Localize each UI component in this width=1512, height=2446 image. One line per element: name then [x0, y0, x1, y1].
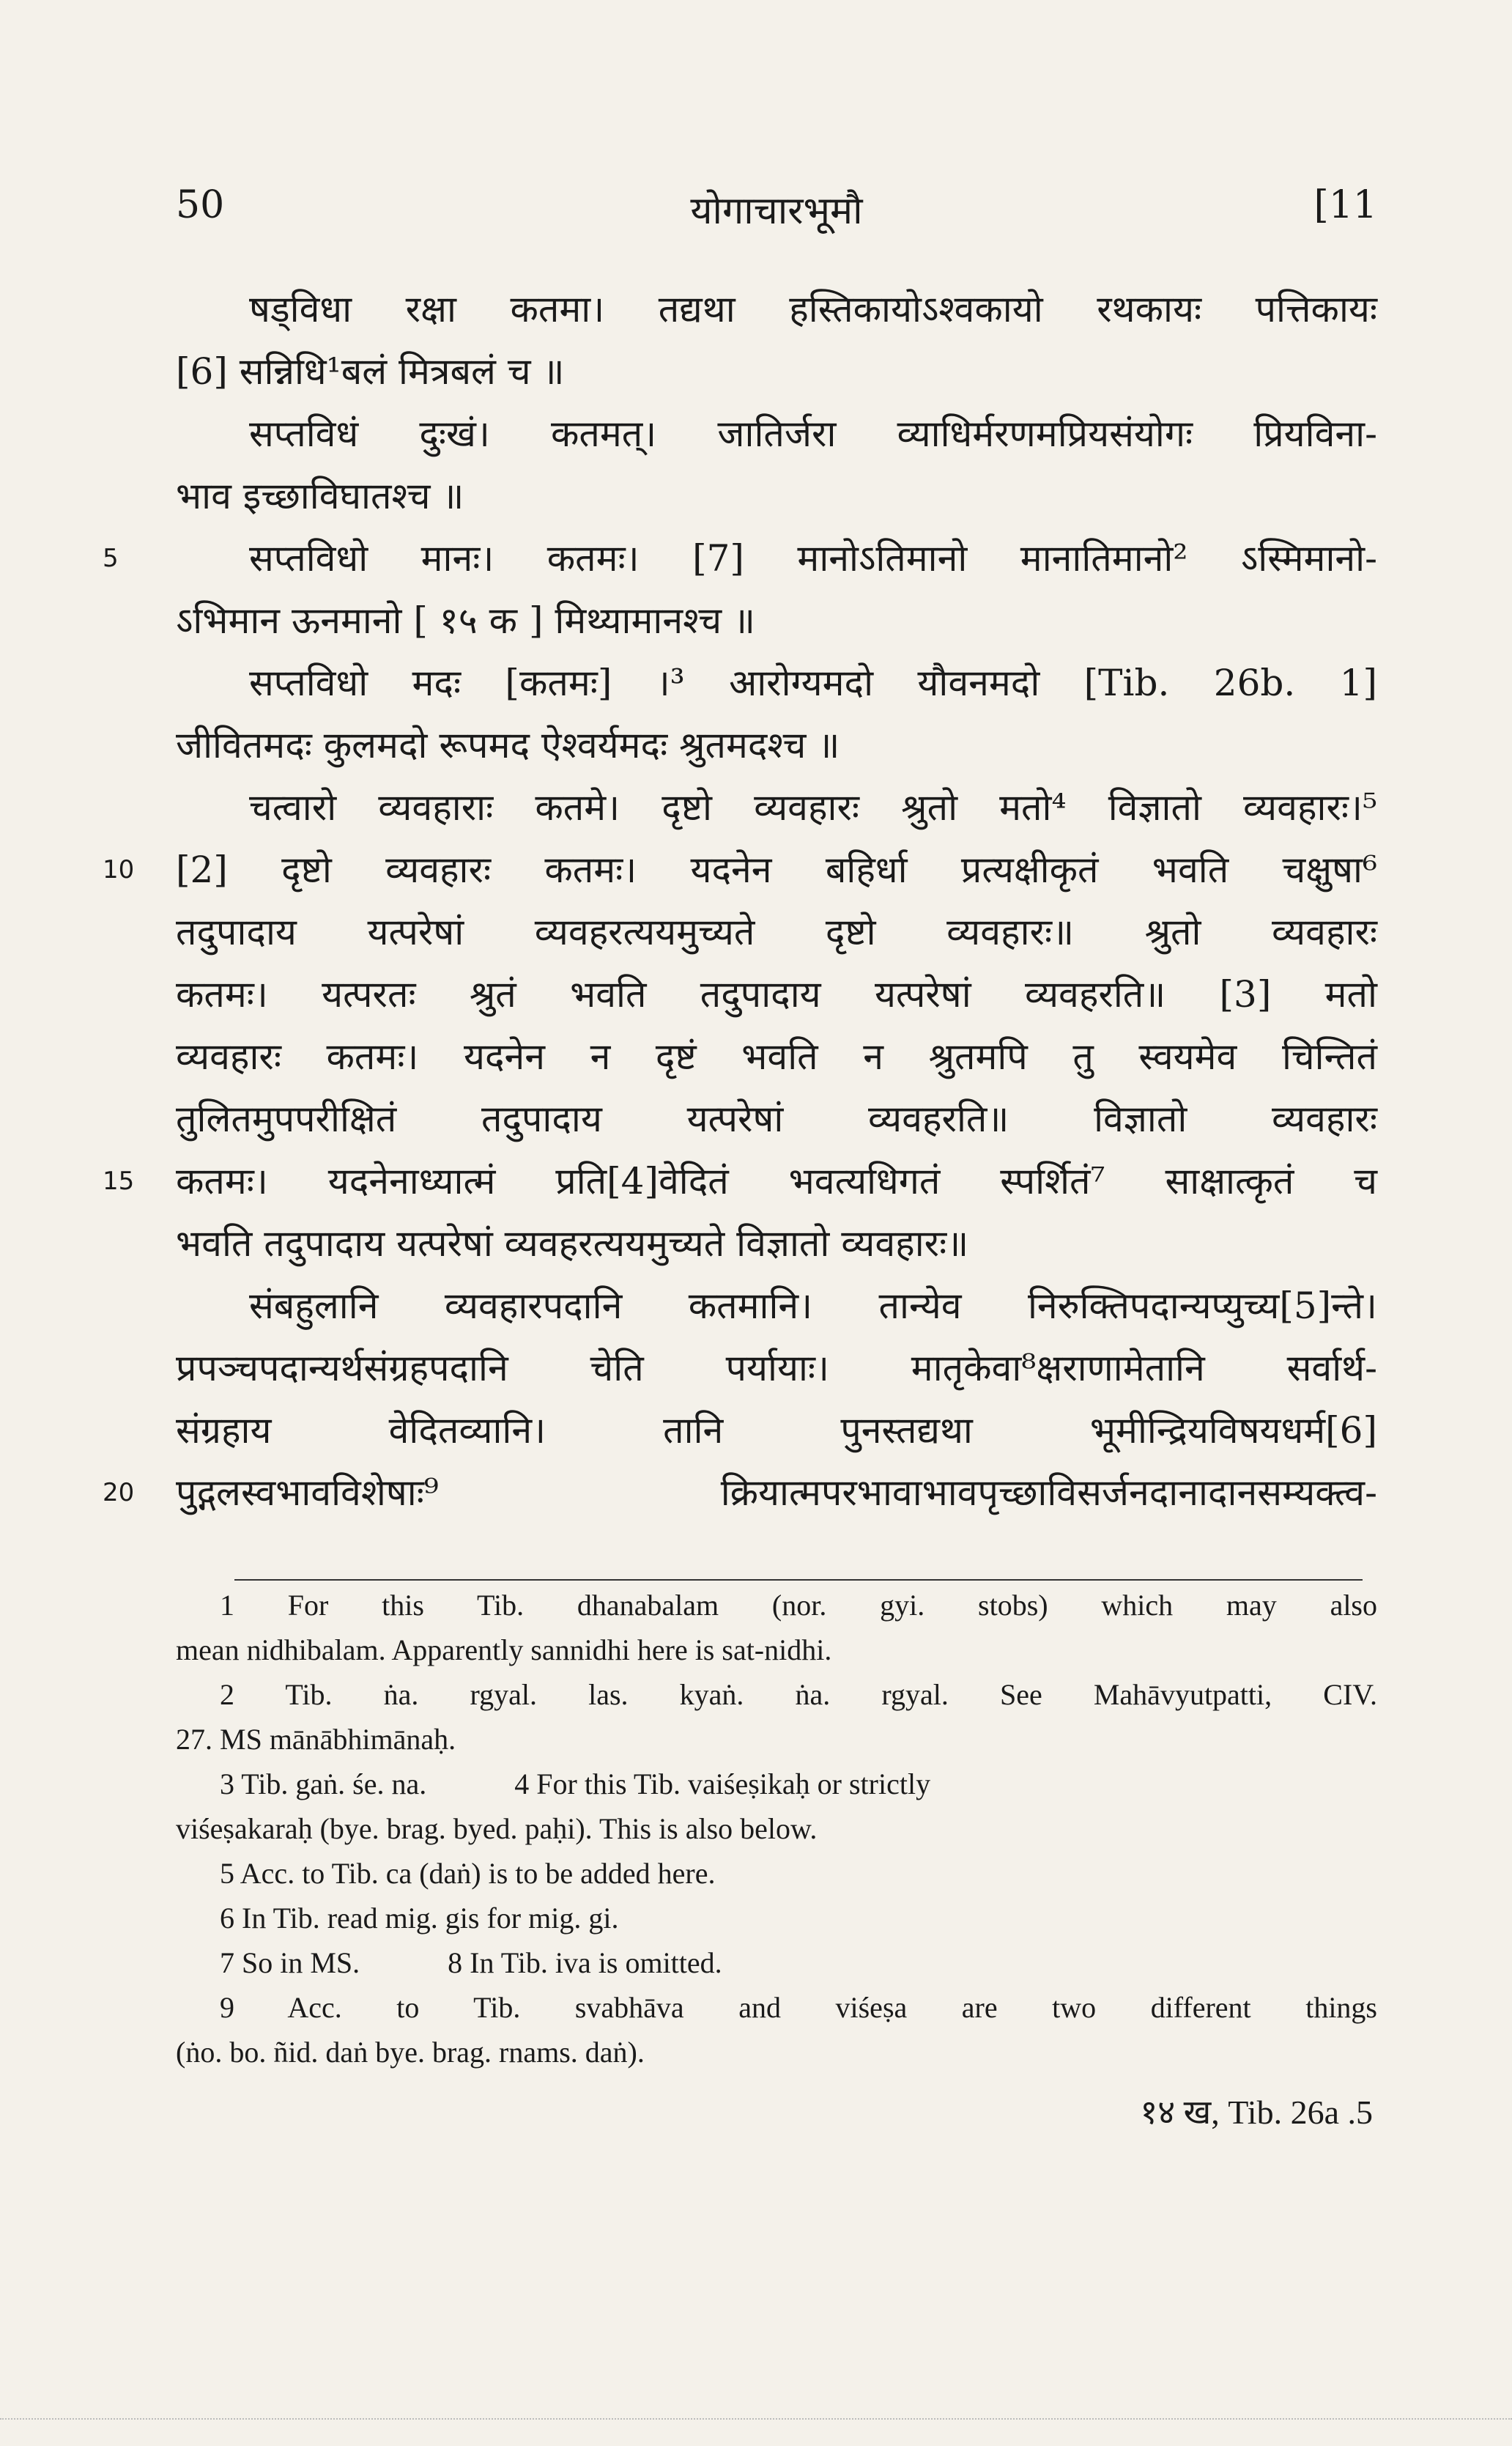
text-line: ऽभिमान ऊनमानो [ १५ क ] मिथ्यामानश्च ॥ — [176, 599, 755, 642]
text-line: भाव इच्छाविघातश्च ॥ — [176, 475, 464, 517]
text-line: 10 [2] दृष्टो व्यवहारः कतमः। यदनेन बहिर्धा प्रत्यक्षीकृतं भवति चक्षुषा⁶ — [176, 839, 1377, 901]
text-line: सप्तविधं दुःखं। कतमत्। जातिर्जरा व्याधिर्मरणमप्रियसंयोगः प्रियविना- — [249, 413, 1377, 455]
footnotes — [176, 1583, 1377, 2074]
text-line: षड्विधा रक्षा कतमा। तद्यथा हस्तिकायोऽश्वकायो रथकायः पत्तिकायः — [249, 288, 1377, 330]
text-line: 20 पुद्गलस्वभावविशेषाः⁹ क्रियात्मपरभावाभावपृच्छाविसर्जनदानादानसम्यक्त्व- — [176, 1462, 1377, 1524]
text-line: [6] सन्निधि¹बलं मित्रबलं च ॥ — [176, 350, 565, 393]
footnote-line: 5 Acc. to Tib. ca (daṅ) is to be added here. — [220, 1857, 716, 1890]
text-line: प्रपञ्चपदान्यर्थसंग्रहपदानि चेति पर्यायाः। मातृकेवा⁸क्षराणामेतानि सर्वार्थ- — [176, 1347, 1377, 1389]
footnote-line: viśeṣakaraḥ (bye. brag. byed. paḥi). This is also below. — [176, 1812, 818, 1845]
footnote-line: 2 Tib. ṅa. rgyal. las. kyaṅ. ṅa. rgyal. See Mahāvyutpatti, CIV. — [220, 1678, 1377, 1711]
footnote-line: 1 For this Tib. dhanabalam (nor. gyi. stobs) which may also — [220, 1589, 1377, 1622]
line-number: 15 — [103, 1167, 135, 1196]
manuscript-reference: १४ ख, Tib. 26a .5 — [1140, 2094, 1373, 2131]
footnote-line: (ṅo. bo. ñid. daṅ bye. brag. rnams. daṅ). — [176, 2036, 645, 2069]
text-line: तुलितमुपपरीक्षितं तदुपादाय यत्परेषां व्यवहरति॥ विज्ञातो व्यवहारः — [176, 1098, 1377, 1140]
text-line: कतमः। यत्परतः श्रुतं भवति तदुपादाय यत्परेषां व्यवहरति॥ [3] मतो — [176, 973, 1377, 1016]
text-line: संबहुलानि व्यवहारपदानि कतमानि। तान्येव निरुक्तिपदान्यप्युच्य[5]न्ते। — [249, 1285, 1377, 1327]
footnote-line: 7 So in MS. 8 In Tib. iva is omitted. — [220, 1946, 722, 1979]
main-text — [103, 278, 1377, 1524]
line-number: 10 — [103, 855, 135, 884]
section-mark: [11 — [1313, 183, 1377, 227]
text-line: व्यवहारः कतमः। यदनेन न दृष्टं भवति न श्रुतमपि तु स्वयमेव चिन्तितं — [176, 1035, 1377, 1078]
text-line: तदुपादाय यत्परेषां व्यवहरत्ययमुच्यते दृष्टो व्यवहारः॥ श्रुतो व्यवहारः — [176, 911, 1377, 953]
line-number: 5 — [103, 544, 119, 573]
line-number: 20 — [103, 1478, 135, 1507]
footnote-rule — [234, 1579, 1363, 1581]
footnote-line: mean nidhibalam. Apparently sannidhi here is sat-nidhi. — [176, 1633, 832, 1666]
text-line: भवति तदुपादाय यत्परेषां व्यवहरत्ययमुच्यते विज्ञातो व्यवहारः॥ — [176, 1222, 969, 1265]
text-line: सप्तविधो मदः [कतमः] ।³ आरोग्यमदो यौवनमदो [Tib. 26b. 1] — [249, 662, 1377, 704]
text-line: जीवितमदः कुलमदो रूपमद ऐश्वर्यमदः श्रुतमदश्च ॥ — [176, 724, 840, 766]
footnote-line: 3 Tib. gaṅ. śe. na. 4 For this Tib. vaiśeṣikaḥ or strictly — [220, 1767, 931, 1800]
text-line: चत्वारो व्यवहाराः कतमे। दृष्टो व्यवहारः श्रुतो मतो⁴ विज्ञातो व्यवहारः।⁵ — [249, 786, 1377, 829]
running-header — [176, 183, 1377, 242]
footnote-line: 9 Acc. to Tib. svabhāva and viśeṣa are two different things — [220, 1991, 1377, 2024]
footnote-line: 6 In Tib. read mig. gis for mig. gi. — [220, 1902, 619, 1935]
page-number: 50 — [176, 183, 225, 227]
footnote-line: 27. MS mānābhimānaḥ. — [176, 1723, 456, 1756]
text-line: 15 कतमः। यदनेनाध्यात्मं प्रति[4]वेदितं भवत्यधिगतं स्पर्शितं⁷ साक्षात्कृतं च — [176, 1150, 1377, 1213]
text-line: संग्रहाय वेदितव्यानि। तानि पुनस्तद्यथा भूमीन्द्रियविषयधर्म[6] — [176, 1409, 1377, 1452]
running-title: योगाचारभूमौ — [690, 189, 863, 233]
scan-edge — [0, 2418, 1512, 2423]
text-line: 5 सप्तविधो मानः। कतमः। [7] मानोऽतिमानो मानातिमानो² ऽस्मिमानो- — [176, 528, 1377, 590]
